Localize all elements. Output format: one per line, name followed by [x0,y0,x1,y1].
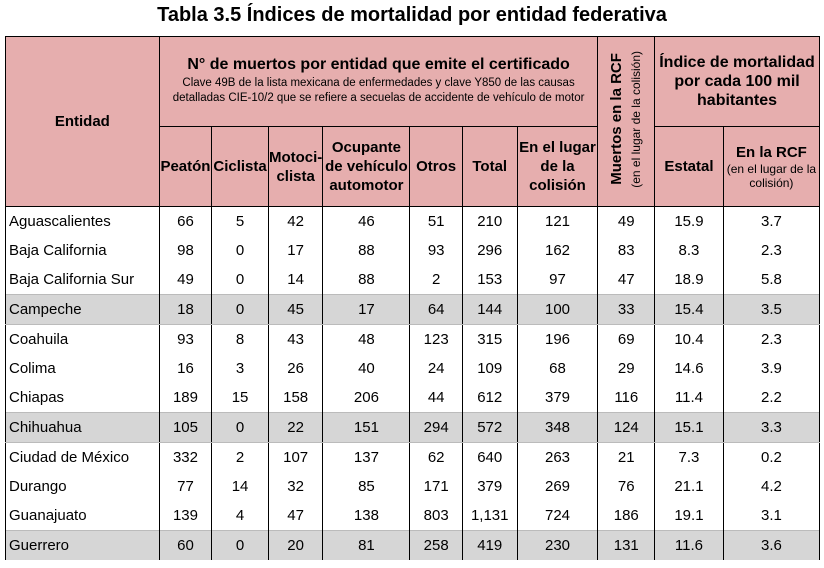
cell-otros: 24 [410,354,463,383]
cell-otros: 803 [410,501,463,531]
cell-otros: 258 [410,531,463,561]
cell-estatal: 8.3 [655,236,724,265]
header-group-indice: Índice de mortalidad por cada 100 mil habitantes [655,37,820,127]
cell-ocupante: 138 [323,501,410,531]
header-entidad: Entidad [6,37,160,207]
cell-en-rcf: 3.9 [723,354,819,383]
header-motociclista: Motoci-clista [268,127,323,207]
cell-motociclista: 107 [268,443,323,473]
cell-lugar: 162 [517,236,598,265]
table-row [6,472,820,501]
cell-ciclista: 2 [212,443,269,473]
header-en-rcf-sub: (en el lugar de la colisión) [726,162,817,190]
cell-estatal: 15.9 [655,207,724,237]
cell-total: 315 [462,325,517,355]
cell-peaton: 49 [159,265,212,295]
cell-lugar: 97 [517,265,598,295]
cell-lugar: 379 [517,383,598,413]
table-row [6,265,820,295]
cell-entidad: Ciudad de México [6,443,160,473]
cell-lugar: 68 [517,354,598,383]
cell-peaton: 77 [159,472,212,501]
cell-en-rcf: 2.2 [723,383,819,413]
cell-ocupante: 81 [323,531,410,561]
header-en-rcf [723,127,819,207]
cell-entidad: Coahuila [6,325,160,355]
cell-estatal: 11.6 [655,531,724,561]
cell-total: 640 [462,443,517,473]
cell-otros: 171 [410,472,463,501]
cell-motociclista: 14 [268,265,323,295]
header-group-certificado [159,37,598,127]
cell-otros: 123 [410,325,463,355]
cell-peaton: 18 [159,295,212,325]
header-peaton: Peatón [159,127,212,207]
cell-estatal: 10.4 [655,325,724,355]
cell-muertos-rcf: 186 [598,501,655,531]
cell-peaton: 189 [159,383,212,413]
cell-ocupante: 48 [323,325,410,355]
cell-total: 210 [462,207,517,237]
table-row [6,295,820,325]
cell-ocupante: 137 [323,443,410,473]
cell-muertos-rcf: 83 [598,236,655,265]
cell-en-rcf: 5.8 [723,265,819,295]
cell-total: 153 [462,265,517,295]
cell-ciclista: 14 [212,472,269,501]
cell-en-rcf: 3.1 [723,501,819,531]
cell-estatal: 15.1 [655,413,724,443]
header-en-rcf-label: En la RCF [735,144,807,161]
header-total: Total [462,127,517,207]
cell-en-rcf: 3.3 [723,413,819,443]
cell-entidad: Durango [6,472,160,501]
cell-total: 109 [462,354,517,383]
cell-otros: 44 [410,383,463,413]
table-row [6,354,820,383]
mortality-table [5,36,820,560]
table-row [6,325,820,355]
cell-peaton: 93 [159,325,212,355]
table-row [6,207,820,237]
cell-estatal: 15.4 [655,295,724,325]
cell-lugar: 196 [517,325,598,355]
cell-ocupante: 88 [323,265,410,295]
header-group-certificado-title: N° de muertos por entidad que emite el certificado [187,56,570,73]
cell-estatal: 14.6 [655,354,724,383]
cell-estatal: 11.4 [655,383,724,413]
header-muertos-rcf-sub: (en el lugar de la colisión) [628,50,643,188]
cell-ocupante: 85 [323,472,410,501]
table-row [6,236,820,265]
cell-muertos-rcf: 29 [598,354,655,383]
cell-muertos-rcf: 76 [598,472,655,501]
cell-motociclista: 42 [268,207,323,237]
cell-en-rcf: 3.5 [723,295,819,325]
cell-muertos-rcf: 21 [598,443,655,473]
header-muertos-rcf [598,37,655,207]
table-row [6,443,820,473]
cell-ciclista: 0 [212,413,269,443]
cell-motociclista: 158 [268,383,323,413]
cell-entidad: Baja California Sur [6,265,160,295]
cell-entidad: Chiapas [6,383,160,413]
header-ciclista: Ciclista [212,127,269,207]
cell-motociclista: 22 [268,413,323,443]
cell-entidad: Guerrero [6,531,160,561]
cell-ciclista: 15 [212,383,269,413]
cell-en-rcf: 3.6 [723,531,819,561]
cell-peaton: 60 [159,531,212,561]
cell-entidad: Colima [6,354,160,383]
cell-estatal: 19.1 [655,501,724,531]
header-muertos-rcf-label: Muertos en la RCF [607,53,625,185]
cell-motociclista: 26 [268,354,323,383]
cell-ocupante: 88 [323,236,410,265]
cell-otros: 51 [410,207,463,237]
cell-ciclista: 8 [212,325,269,355]
cell-ocupante: 206 [323,383,410,413]
cell-total: 612 [462,383,517,413]
cell-en-rcf: 2.3 [723,325,819,355]
cell-lugar: 121 [517,207,598,237]
cell-lugar: 100 [517,295,598,325]
cell-lugar: 269 [517,472,598,501]
cell-ciclista: 0 [212,265,269,295]
cell-muertos-rcf: 33 [598,295,655,325]
cell-ciclista: 0 [212,295,269,325]
cell-motociclista: 20 [268,531,323,561]
cell-peaton: 105 [159,413,212,443]
cell-muertos-rcf: 116 [598,383,655,413]
cell-total: 296 [462,236,517,265]
cell-peaton: 139 [159,501,212,531]
cell-peaton: 98 [159,236,212,265]
cell-ocupante: 40 [323,354,410,383]
cell-otros: 62 [410,443,463,473]
cell-en-rcf: 2.3 [723,236,819,265]
cell-total: 379 [462,472,517,501]
cell-peaton: 16 [159,354,212,383]
cell-estatal: 7.3 [655,443,724,473]
cell-otros: 64 [410,295,463,325]
header-otros: Otros [410,127,463,207]
cell-motociclista: 43 [268,325,323,355]
cell-estatal: 21.1 [655,472,724,501]
cell-total: 1,131 [462,501,517,531]
cell-muertos-rcf: 69 [598,325,655,355]
cell-ciclista: 5 [212,207,269,237]
table-row [6,531,820,561]
table-row [6,501,820,531]
cell-entidad: Baja California [6,236,160,265]
cell-muertos-rcf: 131 [598,531,655,561]
cell-motociclista: 47 [268,501,323,531]
cell-en-rcf: 3.7 [723,207,819,237]
cell-ocupante: 17 [323,295,410,325]
cell-peaton: 332 [159,443,212,473]
header-group-certificado-note: Clave 49B de la lista mexicana de enfermedades y clave Y850 de las causas detalladas CIE-10/2 que se refiere a secuelas de accidente de vehículo de motor [172,77,585,104]
cell-ocupante: 46 [323,207,410,237]
cell-total: 419 [462,531,517,561]
cell-muertos-rcf: 49 [598,207,655,237]
table-row [6,413,820,443]
cell-lugar: 348 [517,413,598,443]
cell-motociclista: 32 [268,472,323,501]
cell-ocupante: 151 [323,413,410,443]
cell-total: 144 [462,295,517,325]
cell-otros: 294 [410,413,463,443]
cell-lugar: 724 [517,501,598,531]
cell-ciclista: 0 [212,236,269,265]
table-row [6,383,820,413]
header-ocupante: Ocupante de vehículo automotor [323,127,410,207]
cell-ciclista: 0 [212,531,269,561]
cell-motociclista: 45 [268,295,323,325]
cell-entidad: Chihuahua [6,413,160,443]
cell-peaton: 66 [159,207,212,237]
cell-motociclista: 17 [268,236,323,265]
cell-ciclista: 4 [212,501,269,531]
cell-muertos-rcf: 47 [598,265,655,295]
cell-total: 572 [462,413,517,443]
table-title: Tabla 3.5 Índices de mortalidad por entidad federativa [157,4,667,26]
header-estatal: Estatal [655,127,724,207]
cell-muertos-rcf: 124 [598,413,655,443]
cell-entidad: Campeche [6,295,160,325]
header-lugar: En el lugar de la colisión [517,127,598,207]
cell-entidad: Guanajuato [6,501,160,531]
cell-entidad: Aguascalientes [6,207,160,237]
cell-lugar: 263 [517,443,598,473]
cell-otros: 2 [410,265,463,295]
cell-lugar: 230 [517,531,598,561]
cell-ciclista: 3 [212,354,269,383]
cell-en-rcf: 4.2 [723,472,819,501]
cell-estatal: 18.9 [655,265,724,295]
cell-en-rcf: 0.2 [723,443,819,473]
cell-otros: 93 [410,236,463,265]
